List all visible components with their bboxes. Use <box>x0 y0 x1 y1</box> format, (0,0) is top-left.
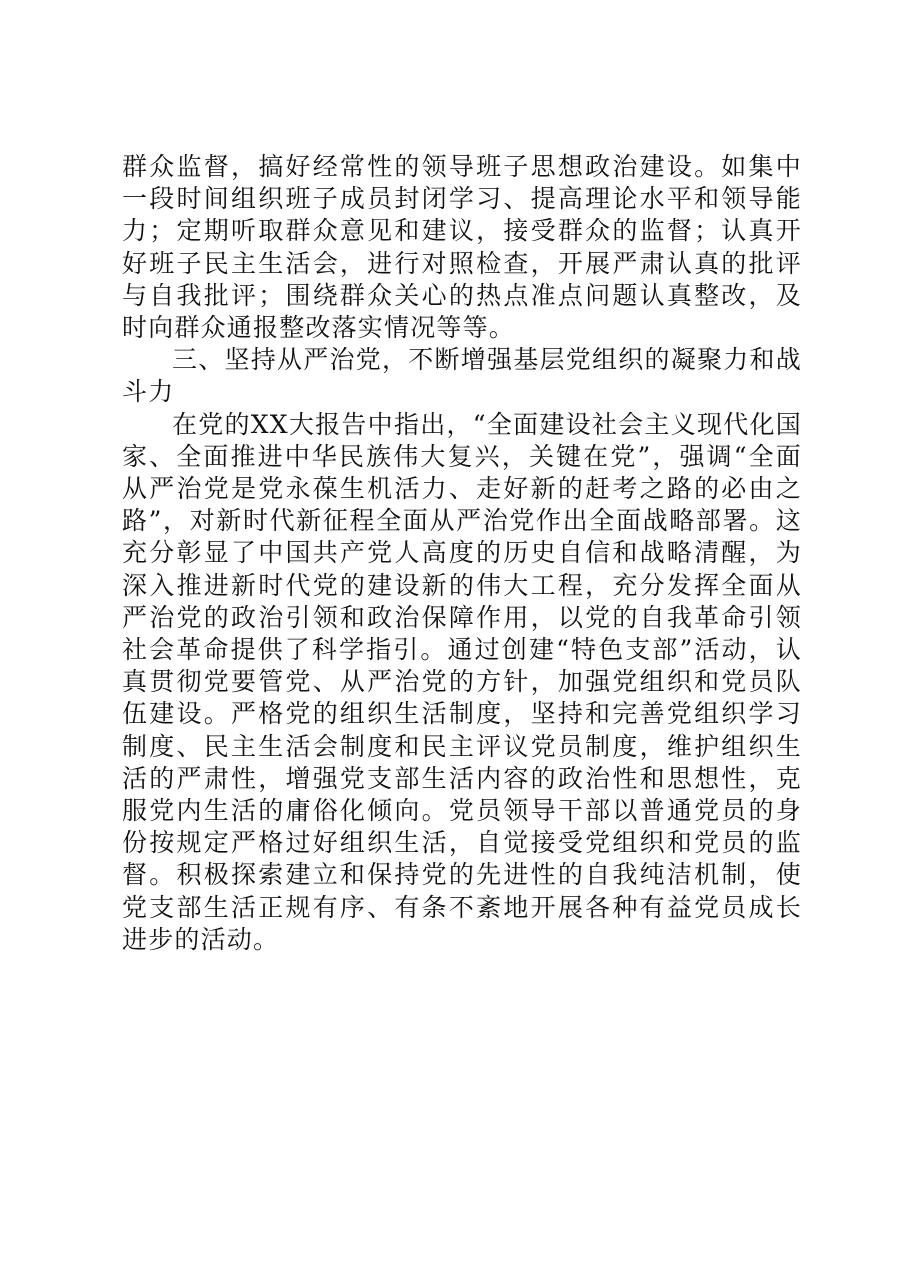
paragraph-body: 在党的XX大报告中指出，“全面建设社会主义现代化国家、全面推进中华民族伟大复兴，关键在党”，强调“全面从严治党是党永葆生机活力、走好新的赶考之路的必由之路”，对新时代新征程全面从严治党作出全面战略部署。这充分彰显了中国共产党人高度的历史自信和战略清醒，为深入推进新时代党的建设新的伟大工程，充分发挥全面从严治党的政治引领和政治保障作用，以党的自我革命引领社会革命提供了科学指引。通过创建“特色支部”活动，认真贯彻党要管党、从严治党的方针，加强党组织和党员队伍建设。严格党的组织生活制度，坚持和完善党组织学习制度、民主生活会制度和民主评议党员制度，维护组织生活的严肃性，增强党支部生活内容的政治性和思想性，克服党内生活的庸俗化倾向。党员领导干部以普通党员的身份按规定严格过好组织生活，自觉接受党组织和党员的监督。积极探索建立和保持党的先进性的自我纯洁机制，使党支部生活正规有序、有条不紊地开展各种有益党员成长进步的活动。 <box>122 409 802 954</box>
document-body <box>122 151 802 956</box>
paragraph-continuation: 群众监督，搞好经常性的领导班子思想政治建设。如集中一段时间组织班子成员封闭学习、提高理论水平和领导能力；定期听取群众意见和建议，接受群众的监督；认真开好班子民主生活会，进行对照检查，开展严肃认真的批评与自我批评；围绕群众关心的热点准点问题认真整改，及时向群众通报整改落实情况等等。 <box>122 152 802 343</box>
section-heading: 三、坚持从严治党，不断增强基层党组织的凝聚力和战斗力 <box>122 345 802 407</box>
